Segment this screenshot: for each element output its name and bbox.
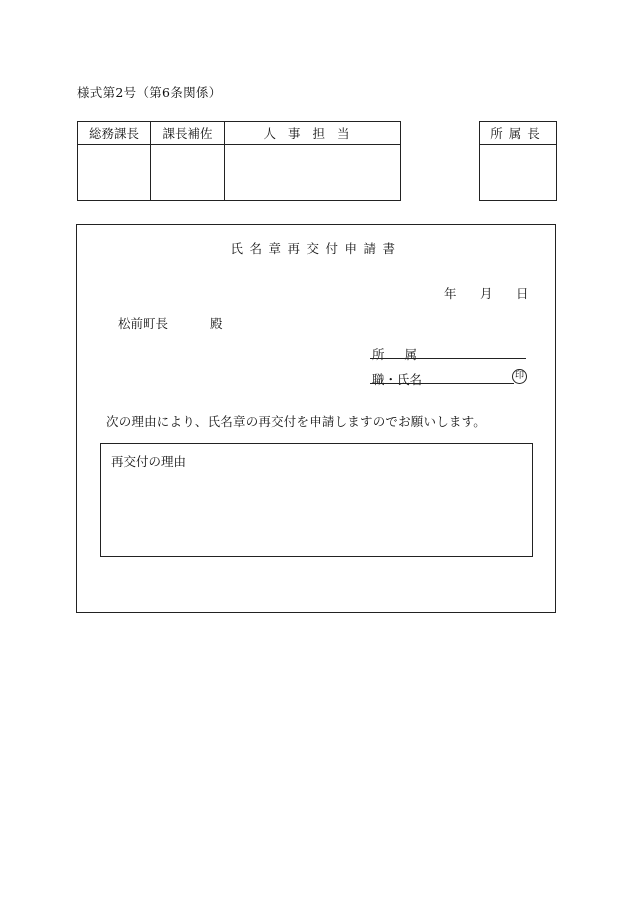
department-head-stamp-table <box>479 121 557 201</box>
addressee-honorific: 殿 <box>210 316 223 331</box>
approval-cell-general-affairs[interactable] <box>78 145 151 201</box>
approval-header-general-affairs: 総務課長 <box>78 122 151 145</box>
position-name-label: 職・氏名 <box>372 372 423 387</box>
approval-cell-department-head[interactable] <box>480 145 557 201</box>
affiliation-input-line[interactable] <box>370 358 526 359</box>
approval-header-personnel: 人事担当 <box>225 122 401 145</box>
seal-mark-icon: 印 <box>512 369 527 384</box>
form-title: 氏名章再交付申請書 <box>230 241 402 256</box>
request-statement: 次の理由により、氏名章の再交付を申請しますのでお願いします。 <box>106 414 487 429</box>
approval-header-assistant-manager: 課長補佐 <box>151 122 225 145</box>
reason-label: 再交付の理由 <box>111 454 187 469</box>
approval-cell-personnel[interactable] <box>225 145 401 201</box>
date-year-label: 年 <box>444 286 457 301</box>
form-number-label: 様式第2号（第6条関係） <box>77 85 222 100</box>
addressee: 松前町長 <box>118 316 169 331</box>
approval-cell-assistant-manager[interactable] <box>151 145 225 201</box>
approval-header-department-head: 所属長 <box>480 122 557 145</box>
date-day-label: 日 <box>516 286 529 301</box>
date-month-label: 月 <box>480 286 493 301</box>
position-name-input-line[interactable] <box>370 383 514 384</box>
approval-stamp-table <box>77 121 401 201</box>
affiliation-label: 所属 <box>372 347 438 362</box>
